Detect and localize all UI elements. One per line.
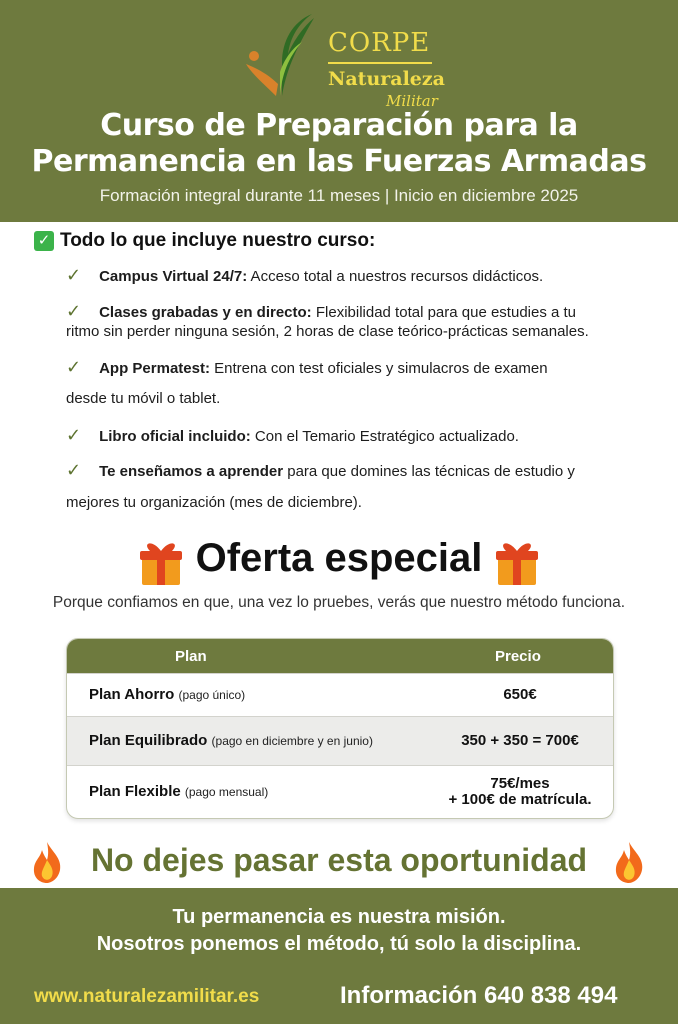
website-link[interactable]: www.naturalezamilitar.es	[34, 986, 260, 1007]
page-subtitle: Formación integral durante 11 meses | Inicio en diciembre 2025	[99, 186, 579, 205]
plan-price-line-1: 75€/mes	[490, 775, 550, 792]
plan-note: (pago en diciembre y en junio)	[211, 734, 373, 748]
logo	[242, 12, 445, 110]
feature-text: Flexibilidad total para que estudies a tu	[311, 304, 577, 321]
features-heading	[34, 230, 654, 252]
contact-info: Información 640 838 494	[340, 982, 618, 1009]
pricing-table	[66, 638, 614, 819]
checkmark-icon: ✓	[66, 265, 82, 285]
logo-divider	[328, 62, 432, 64]
features-section	[34, 230, 654, 511]
feature-item	[66, 459, 626, 483]
plan-name: Plan Equilibrado (pago en diciembre y en junio)	[89, 732, 373, 749]
page-title	[0, 108, 678, 180]
feature-text-cont: ritmo sin perder ninguna sesión, 2 horas de clase teórico-prácticas semanales.	[66, 323, 589, 340]
offer-subtitle: Porque confiamos en que, una vez lo pruebes, verás que nuestro método funciona.	[52, 594, 626, 611]
table-row	[67, 716, 613, 765]
table-row	[67, 765, 613, 818]
feature-item	[66, 264, 626, 288]
title-line-1: Curso de Preparación para la	[100, 108, 578, 143]
plan-price: 650€	[503, 686, 537, 703]
plan-name: Plan Flexible (pago mensual)	[89, 783, 269, 800]
feature-title: Campus Virtual 24/7:	[99, 268, 248, 285]
feature-text-cont: mejores tu organización (mes de diciembre).	[66, 494, 362, 511]
feature-title: Libro oficial incluido:	[99, 428, 251, 445]
urgency-text: No dejes pasar esta oportunidad	[90, 842, 588, 878]
column-header-price: Precio	[495, 648, 541, 665]
logo-sub: Militar	[386, 92, 438, 110]
logo-brand: CORPE	[328, 28, 431, 58]
features-heading-text: Todo lo que incluye nuestro curso:	[60, 230, 376, 251]
plan-price: 350 + 350 = 700€	[461, 732, 579, 749]
feature-title: App Permatest:	[99, 360, 210, 377]
fire-icon	[612, 840, 646, 884]
feature-text: Acceso total a nuestros recursos didácticos.	[247, 268, 544, 285]
feature-text-cont: desde tu móvil o tablet.	[66, 390, 221, 407]
checkmark-icon: ✓	[66, 425, 82, 445]
table-row	[67, 673, 613, 716]
leaf-logo-icon	[242, 12, 322, 100]
feature-title: Te enseñamos a aprender	[99, 463, 284, 480]
tagline-line-1: Tu permanencia es nuestra misión.	[172, 906, 506, 928]
offer-title: Oferta especial	[195, 536, 483, 580]
feature-text: Con el Temario Estratégico actualizado.	[250, 428, 519, 445]
footer-tagline	[0, 904, 678, 958]
feature-item	[66, 356, 626, 380]
plan-price	[447, 776, 593, 808]
checkmark-icon: ✓	[66, 357, 82, 377]
checkmark-icon: ✓	[66, 301, 82, 321]
column-header-plan: Plan	[175, 648, 207, 665]
gift-icon	[494, 537, 540, 587]
table-header	[67, 639, 613, 673]
checkmark-icon: ✓	[66, 460, 82, 480]
header-banner	[0, 0, 678, 222]
feature-text: para que domines las técnicas de estudio y	[283, 463, 575, 480]
logo-name: Naturaleza	[328, 68, 445, 90]
plan-note: (pago mensual)	[184, 785, 269, 799]
title-line-2: Permanencia en las Fuerzas Armadas	[31, 144, 647, 179]
plan-price-line-2: + 100€ de matrícula.	[448, 791, 592, 808]
feature-item	[66, 424, 626, 448]
plan-note: (pago único)	[178, 688, 246, 702]
footer-banner	[0, 888, 678, 1024]
plan-name: Plan Ahorro (pago único)	[89, 686, 246, 703]
check-box-icon: ✓	[34, 231, 54, 251]
feature-title: Clases grabadas y en directo:	[99, 304, 312, 321]
tagline-line-2: Nosotros ponemos el método, tú solo la disciplina.	[96, 933, 582, 955]
feature-text: Entrena con test oficiales y simulacros de examen	[209, 360, 548, 377]
